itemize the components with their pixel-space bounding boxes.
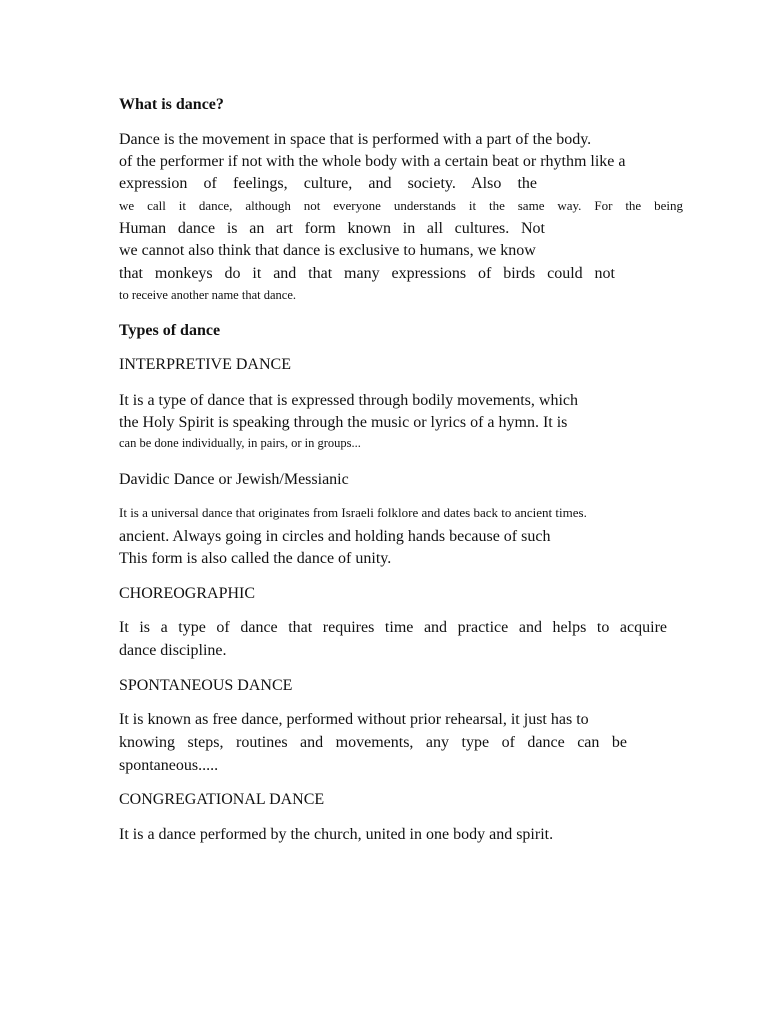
paragraph-line: ancient. Always going in circles and holding hands because of such bbox=[119, 528, 551, 545]
paragraph-line: knowing steps, routines and movements, any type of dance can be bbox=[119, 734, 627, 751]
paragraph-line: It is a dance performed by the church, united in one body and spirit. bbox=[119, 826, 554, 843]
paragraph-line: we cannot also think that dance is exclusive to humans, we know bbox=[119, 242, 536, 259]
section-title-congregational: CONGREGATIONAL DANCE bbox=[119, 791, 325, 808]
section-title-choreographic: CHOREOGRAPHIC bbox=[119, 585, 256, 602]
section-title-davidic: Davidic Dance or Jewish/Messianic bbox=[119, 471, 349, 488]
paragraph-line: It is known as free dance, performed without prior rehearsal, it just has to bbox=[119, 711, 589, 728]
paragraph-line: Human dance is an art form known in all cultures. Not bbox=[119, 220, 545, 237]
paragraph-line: spontaneous..... bbox=[119, 757, 219, 774]
paragraph-line: It is a type of dance that is expressed through bodily movements, which bbox=[119, 392, 579, 409]
heading-types-of-dance: Types of dance bbox=[119, 322, 221, 339]
section-title-spontaneous: SPONTANEOUS DANCE bbox=[119, 677, 293, 694]
paragraph-line: Dance is the movement in space that is performed with a part of the body. bbox=[119, 131, 592, 148]
paragraph-line: we call it dance, although not everyone understands it the same way. For the being bbox=[119, 198, 683, 213]
paragraph-line: that monkeys do it and that many expressions of birds could not bbox=[119, 265, 615, 282]
paragraph-line: the Holy Spirit is speaking through the music or lyrics of a hymn. It is bbox=[119, 414, 568, 431]
paragraph-line: This form is also called the dance of unity. bbox=[119, 550, 392, 567]
paragraph-line: expression of feelings, culture, and society. Also the bbox=[119, 175, 537, 192]
paragraph-line: dance discipline. bbox=[119, 642, 227, 659]
paragraph-line: of the performer if not with the whole body with a certain beat or rhythm like a bbox=[119, 153, 626, 170]
paragraph-line: It is a universal dance that originates from Israeli folklore and dates back to ancient times. bbox=[119, 505, 587, 520]
paragraph-line: can be done individually, in pairs, or in groups... bbox=[119, 436, 361, 450]
paragraph-line: It is a type of dance that requires time and practice and helps to acquire bbox=[119, 619, 667, 636]
section-title-interpretive: INTERPRETIVE DANCE bbox=[119, 356, 291, 373]
paragraph-line: to receive another name that dance. bbox=[119, 288, 296, 302]
heading-what-is-dance: What is dance? bbox=[119, 96, 224, 113]
